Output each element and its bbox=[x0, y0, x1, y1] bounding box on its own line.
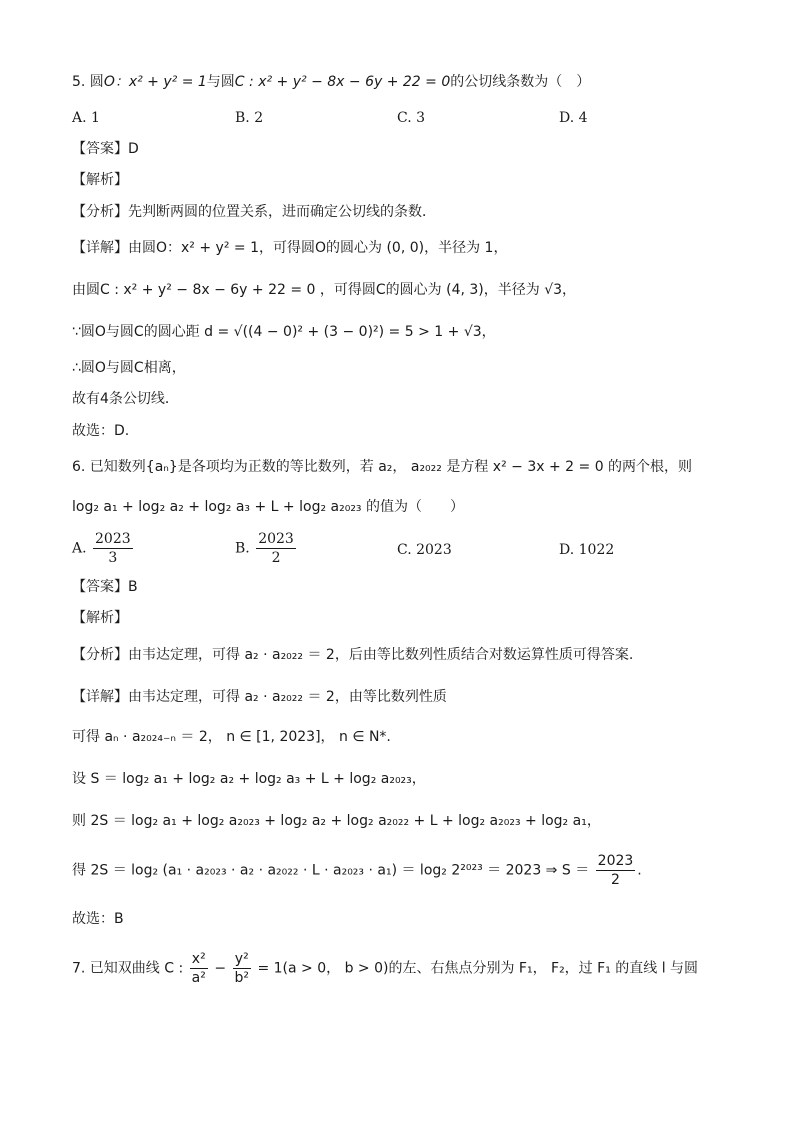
q6-option-b-label: B. bbox=[235, 540, 250, 557]
q6-option-b-fraction bbox=[256, 530, 296, 567]
q6-jiexi-label: 【解析】 bbox=[72, 610, 128, 626]
q6-option-b bbox=[235, 530, 298, 567]
fraction-denominator: a² bbox=[191, 970, 206, 986]
fraction-numerator: y² bbox=[233, 950, 252, 969]
q6-option-a bbox=[72, 530, 135, 567]
q6-answer: 【答案】B bbox=[72, 579, 138, 595]
fraction-numerator: 2023 bbox=[95, 531, 131, 547]
q6-result-fraction bbox=[596, 852, 636, 889]
q7-stem: 7. 已知双曲线 C : $\frac{\text{x²}}{\text{a²}}$ − $\frac{\text{y²}}{\text{b²}}$ = 1(a > 0， b > 0)的左、右焦点分别为 F₁， F₂，过 F₁ 的直线 l 与圆 bbox=[72, 951, 699, 986]
fraction-denominator: b² bbox=[234, 970, 249, 986]
q5-option-c: C. 3 bbox=[397, 110, 426, 126]
q6-option-a-label: A. bbox=[72, 540, 87, 557]
q5-option-d: D. 4 bbox=[559, 110, 588, 126]
q5-analysis: 【分析】先判断两圆的位置关系，进而确定公切线的条数． bbox=[72, 204, 436, 220]
q5-answer: 【答案】D bbox=[72, 141, 139, 157]
q6-choose: 故选：B bbox=[72, 911, 124, 927]
q7-fraction-x bbox=[190, 950, 208, 987]
fraction-denominator: 2 bbox=[271, 550, 281, 566]
q6-detail-line-3: 设 S ＝ log₂ a₁ + log₂ a₂ + log₂ a₃ + L + log₂ a₂₀₂₃， bbox=[72, 771, 426, 787]
q6-option-a-fraction bbox=[93, 530, 133, 567]
q5-stem: 5. 圆O：x² + y² = 1与圆C : x² + y² − 8x − 6y + 22 = 0的公切线条数为（ ） bbox=[72, 74, 591, 90]
q5-jiexi-label: 【解析】 bbox=[72, 172, 128, 188]
q5-choose: 故选：D. bbox=[72, 423, 130, 439]
q5-option-b: B. 2 bbox=[235, 110, 264, 126]
q7-fraction-y bbox=[233, 950, 252, 987]
q6-option-c: C. 2023 bbox=[397, 542, 452, 558]
q6-option-d: D. 1022 bbox=[559, 542, 615, 558]
fraction-numerator: 2023 bbox=[597, 853, 634, 869]
fraction-numerator: 2023 bbox=[258, 531, 294, 547]
q5-detail-line-3: ∵圆O与圆C的圆心距 d = √((4 − 0)² + (3 − 0)²) = 5 > 1 + √3， bbox=[72, 324, 496, 340]
q6-detail-line-5: 得 2S ＝ log₂ (a₁ · a₂₀₂₃ · a₂ · a₂₀₂₂ · L · a₂₀₂₃ · a₁) ＝ log₂ 2²⁰²³ ＝ 2023 ⇒ S ＝ $\frac{2023}{2}$ . bbox=[72, 853, 642, 888]
q6-stem-line-1: 6. 已知数列{aₙ}是各项均为正数的等比数列，若 a₂， a₂₀₂₂ 是方程 x² − 3x + 2 = 0 的两个根，则 bbox=[72, 459, 693, 475]
fraction-denominator: 3 bbox=[108, 550, 118, 566]
q6-detail-line-4: 则 2S ＝ log₂ a₁ + log₂ a₂₀₂₃ + log₂ a₂ + log₂ a₂₀₂₂ + L + log₂ a₂₀₂₃ + log₂ a₁， bbox=[72, 813, 601, 829]
fraction-numerator: x² bbox=[190, 950, 208, 969]
q5-detail-line-2: 由圆C : x² + y² − 8x − 6y + 22 = 0 ，可得圆C的圆心为 (4, 3)，半径为 √3， bbox=[72, 282, 577, 298]
q5-detail-line-5: 故有4条公切线． bbox=[72, 391, 179, 407]
q6-detail-line-2: 可得 aₙ · a₂₀₂₄₋ₙ ＝ 2， n ∈ [1, 2023]， n ∈ N*. bbox=[72, 729, 391, 745]
q6-detail-line-1: 【详解】由韦达定理，可得 a₂ · a₂₀₂₂ ＝ 2，由等比数列性质 bbox=[72, 689, 447, 705]
q6-stem-line-2: log₂ a₁ + log₂ a₂ + log₂ a₃ + L + log₂ a₂₀₂₃ 的值为（ ） bbox=[72, 499, 464, 515]
q6-analysis: 【分析】由韦达定理，可得 a₂ · a₂₀₂₂ ＝ 2，后由等比数列性质结合对数运算性质可得答案. bbox=[72, 647, 634, 663]
q5-detail-line-4: ∴圆O与圆C相离， bbox=[72, 360, 186, 376]
q5-detail-line-1: 【详解】由圆O：x² + y² = 1，可得圆O的圆心为 (0, 0)，半径为 1， bbox=[72, 240, 508, 256]
q5-option-a: A. 1 bbox=[72, 110, 100, 126]
fraction-denominator: 2 bbox=[611, 872, 620, 888]
